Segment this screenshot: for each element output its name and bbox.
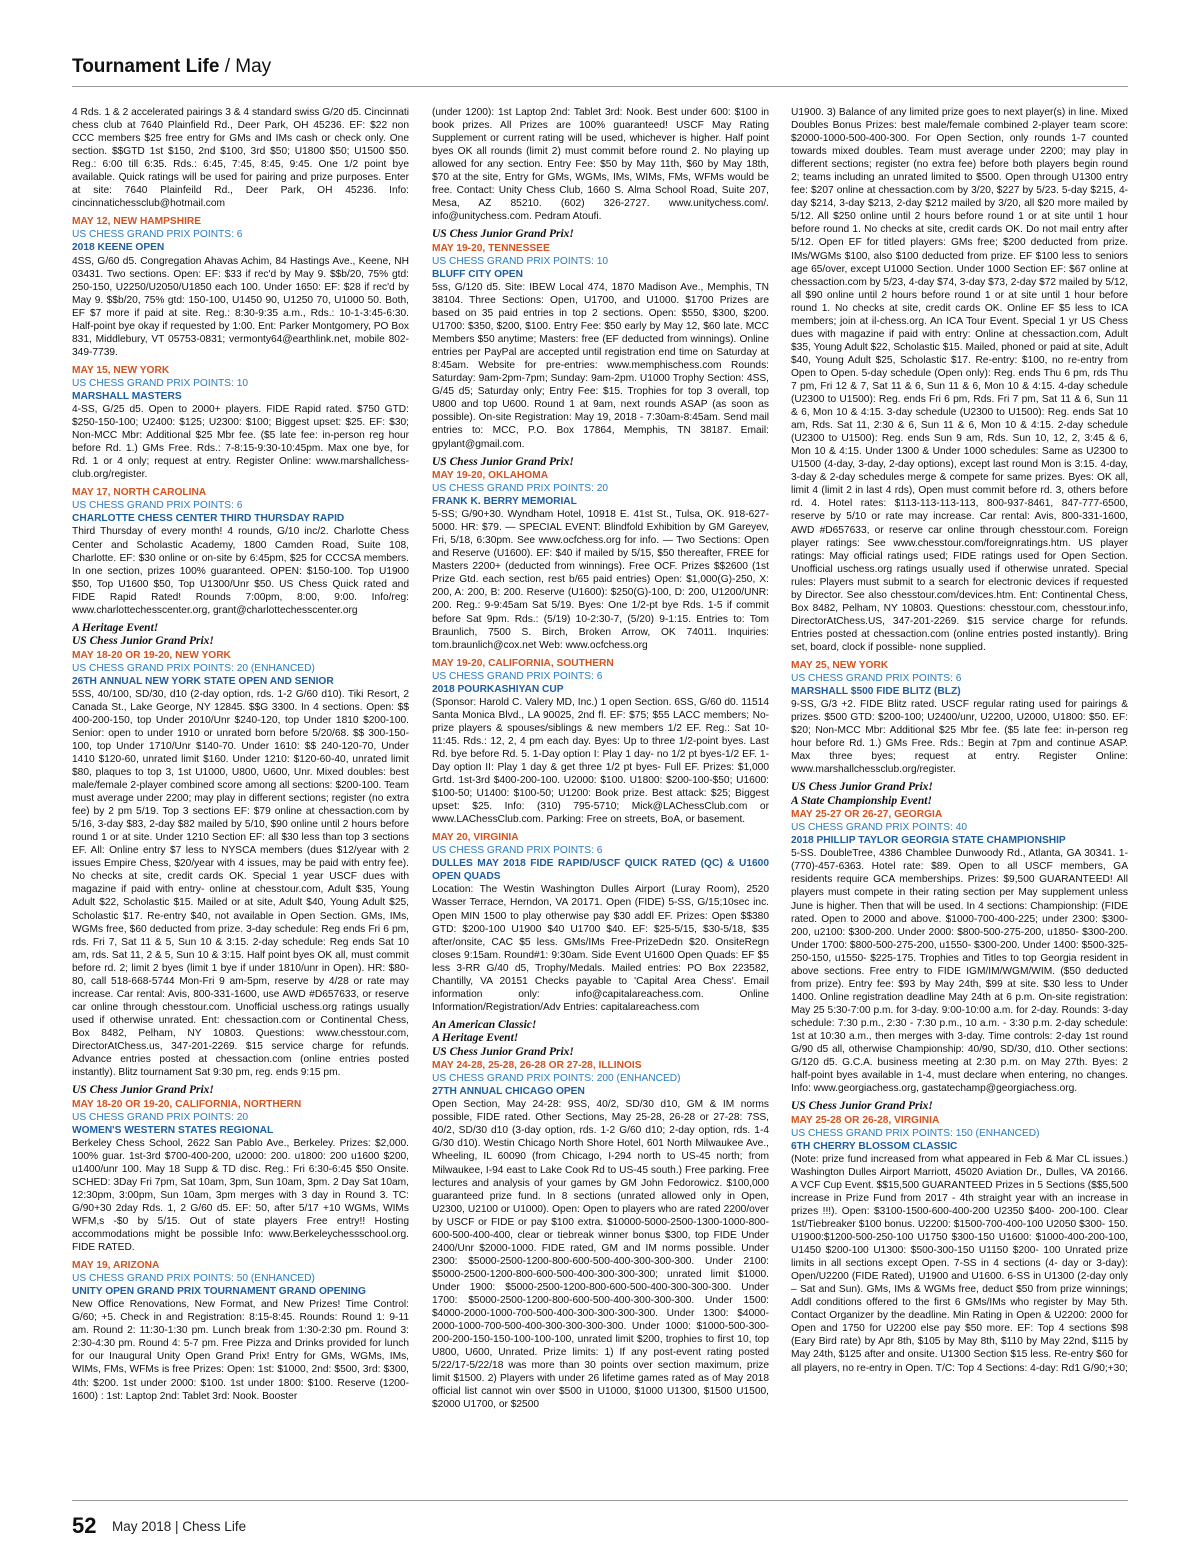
event-tag: US Chess Junior Grand Prix! bbox=[791, 781, 933, 794]
event-date-location: MAY 19-20, TENNESSEE bbox=[432, 242, 550, 254]
event-tag: US Chess Junior Grand Prix! bbox=[432, 228, 574, 241]
tournament-name: 2018 POURKASHIYAN CUP bbox=[432, 683, 564, 695]
event-date-location: MAY 20, VIRGINIA bbox=[432, 832, 519, 844]
grand-prix-points: US CHESS GRAND PRIX POINTS: 200 (ENHANCED) bbox=[432, 1073, 681, 1085]
section-title: Tournament Life bbox=[72, 56, 220, 77]
grand-prix-points: US CHESS GRAND PRIX POINTS: 40 bbox=[791, 822, 968, 834]
grand-prix-points: US CHESS GRAND PRIX POINTS: 6 bbox=[72, 229, 243, 241]
listing-text: Location: The Westin Washington Dulles Airport (Luray Room), 2520 Wasser Terrace, Herndon, VA 20171. Open (FIDE) 5-SS, G/15;10sec inc. Open MIN 1500 to play otherwise pay $30 addl EF. Prizes: Open $$380 GTD: $200-100 U1900 $40 U1700 $40. EF: $25-5/15, $30-5/18, $35 after/onsite, CAC $5 less. GMs/IMs Free-PrizeDedn $20. OnsiteRegn closes 9:15am. Round#1: 9:30am. Side Event U1600 Open Quads: EF $5 less 3-RR G/40 d5, Trophy/Medals. Mailed entries: PO Box 223582, Chantilly, VA 20151 Checks payable to 'Capital Area Chess'. Email information only: info@capitalareachess.com. Online Information/Registration/Adv Entries: capitalareachess.com bbox=[432, 884, 769, 1013]
event-tag: US Chess Junior Grand Prix! bbox=[432, 1045, 574, 1058]
event-date-location: MAY 25-28 OR 26-28, VIRGINIA bbox=[791, 1114, 940, 1126]
listing-text: Berkeley Chess School, 2622 San Pablo Ave., Berkeley. Prizes: $2,000. 100% guar. 1st-3rd $700-400-200, u2000: 200. u1800: 200 u1600 $200, u1400/unr 100. May 18 Supp & TD disc. Reg.: Fri 6:30-6:45 $50 Onsite. SCHED: 3Day Fri 7pm, Sat 10am, 3pm, Sun 10am, 3pm. 2 Day Sat 10am, 12:30pm, 3:00pm, Sun 10am, 3pm merges with 3 day in Round 3. TC: G/90+30 2day Rds. 1, 2 G/60 d5. EF: 50, after 5/17 +10 WGMs, WIMs WFM,s -$0 by 5/15. Out of state players Free entry!! Hosting accommodations might be possible Info: www.Berkeleychessschool.org. FIDE RATED. bbox=[72, 1137, 409, 1254]
event-tag: A State Championship Event! bbox=[791, 794, 932, 807]
listing-text: 4SS, G/60 d5. Congregation Ahavas Achim, 84 Hastings Ave., Keene, NH 03431. Two sections. Open: EF: $33 if rec'd by May 9. $$b/20, 75% gtd: 250-150, U2250/U2050/U1850 each 100. Under 1650: EF: $28 if rec'd by May 9. $$b/20, 75% gtd: 150-100, U1450 90, U1250 70, U1000 50. Both, EF $7 more if paid at site. Reg.: 8:30-9:35 a.m., Rds.: 10-1-3:45-6:30. Half-point bye okay if requested by 1:00. Ent: Parker Montgomery, PO Box 831, Middlebury, VT 05753-0831; vermonty64@earthlink.net, mobile 802-349-7739. bbox=[72, 255, 409, 358]
page-footer bbox=[72, 1500, 1128, 1551]
listing-text: Open Section, May 24-28: 9SS, 40/2, SD/30 d10, GM & IM norms possible, FIDE rated. Other Sections, May 25-28, 26-28 or 27-28: 7SS, 40/2, SD/30 d10 (3-day option, rds. 1-2 G/60 d10; 2-day option, rds. 1-4 G/30 d10). Westin Chicago North Shore Hotel, 601 North Milwaukee Ave., Wheeling, IL 60090 (from Chicago, I-294 north to US-45 north; from Milwaukee, I-94 east to Lake Cook Rd to US-45 south.) Free parking. Free lectures and analysis of your games by GM John Fedorowicz. $100,000 guaranteed prize fund. In 8 sections (unrated allowed only in Open, U2300, U2100 or U1000). Open: Open to players who are rated 2200/over by USCF or FIDE or pay $100 extra. $10000-5000-2500-1300-1000-800-600-500-400-400, clear or tiebreak winner bonus $300, top FIDE Under 2400/Unr $2000-1000. FIDE rated, GM and IM norms possible. Under 2300: $5000-2500-1200-800-600-500-400-300-300-300. Under 2100: $5000-2500-1200-800-600-500-400-300-300-300; unrated limit $1000. Under 1900: $5000-2500-1200-800-600-500-400-300-300-300. Under 1700: $5000-2500-1200-800-600-500-400-300-300-300. Under 1500: $4000-2000-1000-700-500-400-300-300-300-300. Under 1300: $4000-2000-1000-700-500-400-300-300-300-300. Under 1000: $1000-500-300-200-200-150-150-100-100-100, unrated limit $200, trophies to first 10, top U800, U600, Unrated. Prize limits: 1) If any post-event rating posted 5/22/17-5/22/18 was more than 30 points over section maximum, prize limit $1500. 2) Players with under 26 lifetime games rated as of May 2018 official list cannot win over $500 in U1000, $1000 U1300, $1500 U1500, $2000 U1700, or $2500 bbox=[432, 1099, 769, 1411]
tournament-name: BLUFF CITY OPEN bbox=[432, 268, 523, 280]
tournament-name: CHARLOTTE CHESS CENTER THIRD THURSDAY RAPID bbox=[72, 513, 345, 525]
grand-prix-points: US CHESS GRAND PRIX POINTS: 20 bbox=[432, 483, 609, 495]
event-date-location: MAY 25, NEW YORK bbox=[791, 659, 889, 671]
column-1 bbox=[72, 106, 409, 1482]
listing-text: New Office Renovations, New Format, and New Prizes! Time Control: G/60; +5. Check in and Registration: 8:15-8:45. Rounds: Round 1: 9-11 am. Round 2: 11:30-1:30 pm. Lunch break from 1:30-2:30 pm. Round 3: 2:30-4:30 pm. Round 4: 5-7 pm. Free Pizza and Drinks provided for lunch for our Inaugural Unity Open Grand Prix! Entry for GMs, WGMs, IMs, WIMs, FMs, WFMs is free Prizes: Open: 1st: $1000, 2nd: $500, 3rd: $300, 4th: $200. 1st under 2000: $100. 1st under 1800: $100. Reserve (1200-1600) : 1st: Laptop 2nd: Tablet 3rd: Nook. Booster bbox=[72, 1299, 409, 1402]
event-tag: A Heritage Event! bbox=[72, 621, 159, 634]
tournament-name: MARSHALL MASTERS bbox=[72, 390, 182, 402]
grand-prix-points: US CHESS GRAND PRIX POINTS: 20 (ENHANCED) bbox=[72, 662, 315, 674]
tournament-name: WOMEN'S WESTERN STATES REGIONAL bbox=[72, 1124, 274, 1136]
listing-text: (under 1200): 1st Laptop 2nd: Tablet 3rd: Nook. Best under 600: $100 in book prizes. All Prizes are 100% guaranteed! USCF May Rating Supplement or current rating will be used, whichever is higher. Half point byes OK all rounds (limit 2) must commit before round 2. No playing up allowed for any section. Entry Fee: $50 by May 11th, $60 by May 18th, $70 at the site, Entry for GMs, WGMs, IMs, WIMs, FMs, WFMs would be free. Contact: Unity Chess Club, 1660 S. Alma School Road, Suite 207, Mesa, AZ 85210. (602) 326-2727. www.unitychess.com/. info@unitychess.com. Pedram Atoufi. bbox=[432, 107, 769, 223]
tournament-name: 2018 KEENE OPEN bbox=[72, 242, 165, 254]
listing-text: 4 Rds. 1 & 2 accelerated pairings 3 & 4 standard swiss G/20 d5. Cincinnati chess club at 7640 Plainfield Rd., Deer Park, OH 45236. EF: $22 non CCC members $25 free entry for GMs and IMs cash or check only. One section. $$GTD 1st $150, 2nd $100, 3rd $50; U1800 $50; U1500 $50. Reg.: 6:00 till 6:35. Rds.: 6:45, 7:45, 8:45, 9:45. One 1/2 point bye available. Quick ratings will be used for pairing and prize purposes. Enter at site: 7640 Plainfeild Rd., Deer Park, OH 45236. Info: cincinnatichessclub@hotmail.com bbox=[72, 107, 409, 210]
listing-text: 9-SS, G/3 +2. FIDE Blitz rated. USCF regular rating used for pairings & prizes. $500 GTD: $200-100; U2400/unr, U2200, U2000, U1800: $50. EF: $20; Non-MCC Mbr: Additional $25 Mbr fee. ($5 late fee: in-person reg hour before Rd. 1.) GMs Free. Rds.: Begin at 7pm and continue ASAP. Max three byes; request at entry. Register Online: www.marshallchessclub.org/register. bbox=[791, 699, 1128, 776]
event-date-location: MAY 19, ARIZONA bbox=[72, 1260, 160, 1272]
event-date-location: MAY 19-20, OKLAHOMA bbox=[432, 469, 549, 481]
footer-text: May 2018 | Chess Life bbox=[112, 1519, 247, 1534]
page-number: 52 bbox=[72, 1513, 97, 1538]
event-date-location: MAY 18-20 OR 19-20, CALIFORNIA, NORTHERN bbox=[72, 1098, 302, 1110]
grand-prix-points: US CHESS GRAND PRIX POINTS: 6 bbox=[432, 670, 603, 682]
event-date-location: MAY 18-20 OR 19-20, NEW YORK bbox=[72, 649, 231, 661]
event-tag: An American Classic! bbox=[432, 1018, 537, 1031]
grand-prix-points: US CHESS GRAND PRIX POINTS: 6 bbox=[72, 500, 243, 512]
event-date-location: MAY 19-20, CALIFORNIA, SOUTHERN bbox=[432, 657, 614, 669]
listing-text: 5ss, G/120 d5. Site: IBEW Local 474, 1870 Madison Ave., Memphis, TN 38104. Three Sections: Open, U1700, and U1000. $1700 Prizes are based on 35 paid entries in top 2 sections. Open: $550, $300, $200. U1700: $350, $200, $100. Entry Fee: $50 early by May 12, $60 late. MCC Members $50 anytime; Masters: free (EF deducted from winnings). Online entries per PayPal are accepted until registration end time on Saturday at 8:45am. Website for pre-entries: www.memphischess.com Rounds: Saturday: 9am-2pm-7pm; Sunday: 9am-2pm. U1000 Trophy Section: 4SS, G/45 d5; Saturday only; Entry Fee: $15. Trophies for top 3 overall, top U800 and top U600. Round 1 at 9am, next rounds ASAP (as soon as possible). On-site Registration: May 19, 2018 - 7:30am-8:45am. Send mail entries to: MCC, P.O. Box 17864, Memphis, TN 38187. Email: gpylant@gmail.com. bbox=[432, 281, 769, 450]
listing-text: Third Thursday of every month! 4 rounds, G/10 inc/2. Charlotte Chess Center and Scholastic Academy, 1800 Camden Road, Suite 108, Charlotte. EF: $30 online or on-site by 6:45pm, $25 for CCCSA members. In one section, prizes 100% guaranteed. OPEN: $150-100. Top U1900 $50, Top U1600 $50, Top U1300/Unr $50. US Chess Quick rated and FIDE Rapid Rated! Rounds 7:00pm, 8:00, 9:00. Info/reg: www.charlottechesscenter.org, grant@charlottechesscenter.org bbox=[72, 526, 409, 616]
tournament-name: 27TH ANNUAL CHICAGO OPEN bbox=[432, 1086, 585, 1098]
header-month: May bbox=[235, 56, 272, 77]
listing-text: (Sponsor: Harold C. Valery MD, Inc.) 1 open Section. 6SS, G/60 d0. 11514 Santa Monica Blvd., LA 90025, 2nd fl. EF: $75; $55 LACC members; No-prize players & spouses/siblings & new members 1/2 EF. Reg.: Sat 10-11:45. Rds.: 12, 2, 4 pm each day. Byes: Up to three 1/2-point byes. Last Rd. bye before Rd. 5. 1-Day option I: Play 1 day- no 1/2 pt byes-1/2 EF. 1-Day option II: Play 1 day & get three 1/2 pt byes- Full EF. Prizes: $1,000 Grtd. 1st-3rd $400-200-100. U2000: $100. U1800: $200-100-$50; U1600: $100-50; U1400: $100-50; U1200: Book prize. Best attack: $25; Biggest upset: $25. Info: (310) 795-5710; Mick@LAChessClub.com or www.LAChessClub.com. Parking: Free on streets, BoA, or basement. bbox=[432, 696, 769, 826]
grand-prix-points: US CHESS GRAND PRIX POINTS: 10 bbox=[432, 255, 609, 267]
page-header bbox=[72, 56, 1128, 87]
event-tag: US Chess Junior Grand Prix! bbox=[432, 455, 574, 468]
event-tag: US Chess Junior Grand Prix! bbox=[72, 1084, 214, 1097]
column-3 bbox=[791, 106, 1128, 1482]
grand-prix-points: US CHESS GRAND PRIX POINTS: 20 bbox=[72, 1111, 249, 1123]
listing-text: 5SS, 40/100, SD/30, d10 (2-day option, rds. 1-2 G/60 d10). Tiki Resort, 2 Canada St., Lake George, NY 12845. $$G 3300. In 4 sections. Open: $$ 400-200-150, top Under 2010/Unr $240-120, top Under 1810 $200-100. Senior: open to under 1910 or unrated born before 5/20/68. $$ 300-150-100, top Under 1710/Unr $140-70. Under 1610: $$ 240-120-70, Under 1410 $120-60, unrated limit $160. Under 1210: $120-60-40, unrated limit $80, plaques to top 3, 1st U1000, U800, U600, Unr. Mixed doubles: best male/female 2-player combined score among all sections: $200-100. Team must average under 2200; may play in different sections; register (no extra fee) by 2 pm 5/19. Top 3 sections EF: $79 online at chessaction.com by 5/16, 3-day $83, 2-day $82 mailed by 5/10, $90 online until 2 hours before round 1 or at site. Under 1210 Section EF: all $30 less than top 3 sections EF. All: Online entry $7 less to NYSCA members (dues $12/year with 2 issues Empire Chess, $20/year with 4 issues, may be paid with entry fee). No checks at site, credit cards OK. Special 1 year USCF dues with magazine if paid with entry- online at chesstour.com, Adult $35, Young Adult $22, Scholastic $15. Mailed or at site, Adult $40, Young Adult $25, Scholastic $17. Re-entry $40, not available in Open Section. GMs, IMs, WGMs free, $60 deducted from prize. 3-day schedule: Reg ends Fri 6 pm, rds. Fri 7, Sat 11 & 5, Sun 10 & 3:15. 2-day schedule: Reg ends Sat 10 am, rds. Sat 11, 2 & 5, Sun 10 & 3:15. Half point byes OK all, must commit before rd. 2; limit 2 byes (limit 1 bye if under 1810/unr in Open). HR: $80-80, call 518-668-5744 Mon-Fri 9 am-5pm, reserve by 4/28 or rate may increase. Car rental: Avis, 800-331-1600, use AWD #D657633, or reserve car online through chesstour.com. Unofficial uschess.org ratings usually used if otherwise unrated. Ent: chessaction.com or Continental Chess, Box 8482, Pelham, NY 10803. Questions: www.chesstour.com, DirectorAtChess.us, 347-201-2269. $15 service charge for refunds. Advance entries posted at chessaction.com (online entries posted instantly). Blitz tournament Sat 9:30 pm, reg. ends 9:15 pm. bbox=[72, 688, 409, 1079]
tournament-name: 2018 PHILLIP TAYLOR GEORGIA STATE CHAMPIONSHIP bbox=[791, 835, 1066, 847]
event-tag: US Chess Junior Grand Prix! bbox=[72, 635, 214, 648]
grand-prix-points: US CHESS GRAND PRIX POINTS: 50 (ENHANCED) bbox=[72, 1273, 315, 1285]
grand-prix-points: US CHESS GRAND PRIX POINTS: 6 bbox=[791, 673, 962, 685]
listing-text: (Note: prize fund increased from what appeared in Feb & Mar CL issues.) Washington Dulles Airport Marriott, 45020 Aviation Dr., Dulles, VA 20166. A VCF Cup Event. $$15,500 GUARANTEED Prizes in 5 Sections ($$5,500 increase in Prize Fund from 2017 - 4th straight year with an increase in prizes !!!). Open: $3100-1500-600-400-200 U2350 $400- 200-100. Clear 1st/Tiebreaker $100 bonus. U2200: $1500-700-400-100 U2050 $300- 150. U1900:$1200-500-250-100 U1750 $300-150 U1600: $1000-400-200-100, U1450 $200-100 U1300: $500-300-150 U1150 $200- 100 Unrated prize limits in all sections except Open. 7-SS in 4 sections (4- day or 3-day): Open/U2200 (FIDE Rated), U1900 and U1600. 6-SS in U1300 (2-day only – Sat and Sun). GMs, IMs & WGMs free, deduct $50 from prize winnings; Addl conditions offered to the first 6 GMs/IMs who register by May 5th. Contact Organizer by the deadline. Min Rating in Open & U2200: 2000 for Open and 1750 for U2200 else pay $50 more. EF: Top 4 sections $98 (Eary Bird rate) by Apr 8th, $105 by May 8th, $110 by May 22nd, $115 by May 24th, $125 after and onsite. U1300 Section $15 less. Re-entry $60 for all players, no re-entry in Open. T/C: Top 4 Sections: 4-day: Rd1 G/90;+30; bbox=[791, 1153, 1128, 1374]
tournament-name: MARSHALL $500 FIDE BLITZ (BLZ) bbox=[791, 686, 961, 698]
tournament-name: DULLES MAY 2018 FIDE RAPID/USCF QUICK RATED (QC) & U1600 OPEN QUADS bbox=[432, 858, 769, 883]
listing-text: 5-SS. DoubleTree, 4386 Chamblee Dunwoody Rd., Atlanta, GA 30341. 1-(770)-457-6363. Hotel rate: $89. Open to all USCF members, GA residents require GCA memberships. Prizes: $9,500 GUARANTEED! All players must compete in their rating section per May supplement unless June is higher. Then that will be used. In 4 sections: Championship: (FIDE rated. Open to 2000 and above. $1000-700-400-225; under 2300: $300-200, u2100: $300-200. Under 2000: $800-500-275-200, u1850- $300-200. Under 1700: $800-500-275-200, u1550- $300-200. Under 1400: $500-325-250-150, u1550- $225-175. Trophies and Titles to top Georgia resident in above sections. Free entry to FIDE IGM/IM/WGM/WIM. ($50 deducted from prize). Entry fee: $93 by May 24th, $99 at site. $30 less to Under 1400. Online registration deadline May 24th at 6 p.m. On-site registration: May 25 5:30-7:00 p.m. for 3-day. 9:00-10:00 a.m. for 2-day. Rounds: 3-day schedule: 7:30 p.m., 2:30 - 7:30 p.m., 10 a.m. - 3:30 p.m. 2-day schedule: 1st at 10:30 a.m., then merges with 3-day. Time controls: 2-day 1st round G/90 d5 all, otherwise Championship: 40/90, SD/30, d10. Other sections: G/120 d5. G.C.A. business meeting at 2:30 p.m. on May 27th. Byes: 2 half-point byes available in 1-4, must declare when entering, no changes. Info: www.georgiachess.org, gastatechamp@georgiachess.org. bbox=[791, 848, 1128, 1095]
grand-prix-points: US CHESS GRAND PRIX POINTS: 150 (ENHANCED) bbox=[791, 1127, 1040, 1139]
event-tag: US Chess Junior Grand Prix! bbox=[791, 1100, 933, 1113]
event-date-location: MAY 12, NEW HAMPSHIRE bbox=[72, 216, 202, 228]
event-tag: A Heritage Event! bbox=[432, 1032, 519, 1045]
event-date-location: MAY 25-27 OR 26-27, GEORGIA bbox=[791, 809, 943, 821]
tournament-name: 26TH ANNUAL NEW YORK STATE OPEN AND SENIOR bbox=[72, 675, 334, 687]
tournament-name: 6TH CHERRY BLOSSOM CLASSIC bbox=[791, 1140, 958, 1152]
event-date-location: MAY 15, NEW YORK bbox=[72, 364, 170, 376]
listing-text: 4-SS, G/25 d5. Open to 2000+ players. FIDE Rapid rated. $750 GTD: $250-150-100; U2400: $125; U2300: $100; Biggest upset: $25. EF: $30; Non-MCC Mbr: Additional $25 Mbr fee. ($5 late fee: in-person reg hour before Rd. 1.) GMs Free. Rds.: 7-8:15-9:30-10:45pm. Max one bye, for Rd. 1 or 4 only; request at entry. Register Online: www.marshallchess-club.org/register. bbox=[72, 404, 409, 481]
listing-text: U1900. 3) Balance of any limited prize goes to next player(s) in line. Mixed Doubles Bonus Prizes: best male/female combined 2-player team score: $2000-1000-500-400-300. For Open Section, only rounds 1-7 counted towards mixed doubles. Team must average under 2200; may play in different sections; register (no extra fee) before both players begin round 2; teams including an unrated limited to $500. Open through U1300 entry fee: $207 online at chessaction.com by 3/20, $227 by 5/23. 5-day $215, 4-day $214, 3-day $213, 2-day $212 mailed by 3/20, all $20 more mailed by 5/12. All $250 online until 2 hours before round 1 or at site until 1 hour before round 1. No checks at site, credit cards OK. Do not mail entry after 5/12. Open EF for titled players: GMs free; $200 deducted from prize. IMs/WGMs $100, also $100 deducted from prize. EF $100 less to seniors age 65/over, except U1000 Section. Under 1000 Section EF: $67 online at chessaction.com by 5/23, 4-day $74, 3-day $73, 2-day $72 mailed by 5/12, all $90 online until 2 hours before round 1 or at site until 1 hour before round 1. No checks at site, credit cards OK. Online EF $5 less to ICA members; join at il-chess.org. An ICA Tour Event. Special 1 yr US Chess dues with magazine if paid with entry: Online at chessaction.com, Adult $35, Young Adult $22, Scholastic $15. Mailed, phoned or paid at site, Adult $40, Young Adult $25, Scholastic $17. Re-entry: $100, no re-entry from Open to Open. 5-day schedule (Open only): Reg. ends Thu 6 pm, rds Thu 7 pm, Fri 12 & 7, Sat 11 & 6, Sun 11 & 6, Mon 10 & 4:15. 4-day schedule (U2300 to U1500): Reg. ends Fri 6 pm, Rds. Fri 7 pm, Sat 11 & 6, Sun 11 & 6, Mon 10 & 4:15. 3-day schedule (U2300 to U1500): Reg. ends Sat 10 am, Rds. Sat 11, 2:30 & 6, Sun 11 & 6, Mon 10 & 4:15. 2-day schedule (U2300 to U1500): Reg. ends Sun 9 am, Rds. Sun 10, 12, 2, 3:45 & 6, Mon 10 & 4:15. Under 1300 & Under 1000 schedules: Same as U2300 to U1500 (4-day, 3-day, 2-day options), except last round Mon is 3:15. 4-day, 3-day & 2-day schedules merge & compete for same prizes. Byes: OK all, limit 4 (limit 2 in last 4 rds), Open must commit before rd. 3, others before rd. 4. Hotel rates: $113-113-113-113, 800-937-8461, 847-777-6500, reserve by 5/10 or rate may increase. Car rental: Avis, 800-331-1600, AWD #D657633, or reserve car online through chesstour.com. Foreign player ratings: See www.chesstour.com/foreignratings.htm. US player ratings: May official ratings used; FIDE ratings used for Open Section. Unofficial uschess.org ratings usually used if otherwise unrated. Special rules: Players must submit to a search for electronic devices if requested by Director. See also chesstour.com/devices.htm. Ent: Continental Chess, Box 8482, Pelham, NY 10803. Questions: chesstour.com, chesstour.info, DirectorAtChess.US, 347-201-2269. $15 service charge for refunds. Entries posted at chessaction.com (online entries posted instantly). Bring set, board, clock if possible- none supplied. bbox=[791, 107, 1128, 653]
grand-prix-points: US CHESS GRAND PRIX POINTS: 10 bbox=[72, 377, 249, 389]
event-date-location: MAY 17, NORTH CAROLINA bbox=[72, 487, 207, 499]
event-date-location: MAY 24-28, 25-28, 26-28 OR 27-28, ILLINOIS bbox=[432, 1060, 642, 1072]
grand-prix-points: US CHESS GRAND PRIX POINTS: 6 bbox=[432, 845, 603, 857]
listing-text: 5-SS; G/90+30. Wyndham Hotel, 10918 E. 41st St., Tulsa, OK. 918-627-5000. HR: $79. — SPECIAL EVENT: Blindfold Exhibition by GM Gareyev, Fri, 5/18, 6:30pm. See www.ocfchess.org for info. — Two Sections: Open and Reserve (U1600). EF: $40 if mailed by 5/15, $50 thereafter, FREE for Masters 2200+ (deducted from winnings). Free OCF. Prizes $$2600 (1st Prize Gtd. each section, rest b/65 paid entries) Open: $1,000(G)-250, X: 200, A: 200, B: 200. Reserve (U1600): $250(G)-100, D: 200, U1200/UNR: 200. Reg.: 9-9:45am Sat 5/19. Byes: One 1/2-pt bye Rds. 1-5 if commit before Sat 9pm. Rds.: (5/19) 10-2:30-7, (5/20) 9-1:15. Entries to: Tom Braunlich, 7500 S. Birch, Broken Arrow, OK 74011. Inquiries: tom.braunlich@cox.net Web: www.ocfchess.org bbox=[432, 509, 769, 651]
tournament-name: UNITY OPEN GRAND PRIX TOURNAMENT GRAND OPENING bbox=[72, 1286, 366, 1298]
header-separator: / bbox=[219, 56, 236, 77]
column-2 bbox=[432, 106, 769, 1482]
tournament-name: FRANK K. BERRY MEMORIAL bbox=[432, 496, 577, 508]
